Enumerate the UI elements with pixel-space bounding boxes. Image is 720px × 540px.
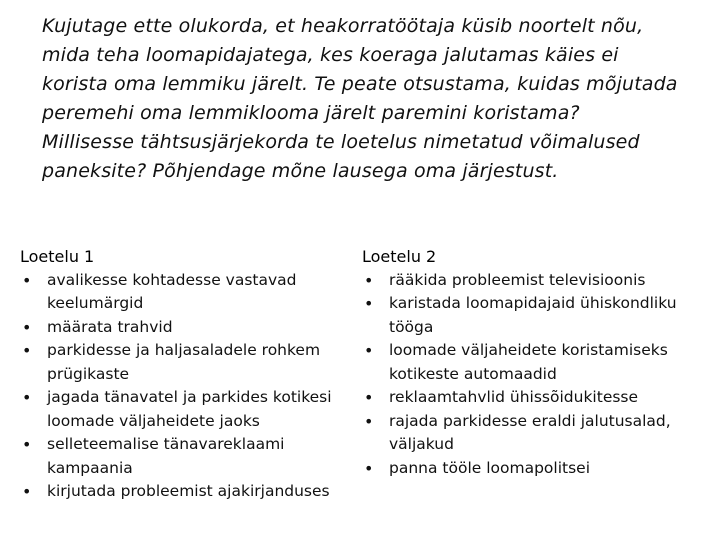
list-item bbox=[20, 269, 350, 316]
bullet-icon: • bbox=[364, 458, 374, 478]
list-item bbox=[362, 269, 702, 293]
list-1-items bbox=[20, 269, 350, 504]
list-item-text: karistada loomapidajaid ühiskondliku tööga bbox=[389, 294, 677, 336]
list-item-text: avalikesse kohtadesse vastavad keelumärgid bbox=[47, 270, 297, 312]
list-item bbox=[20, 480, 350, 504]
list-2-items bbox=[362, 269, 702, 481]
bullet-icon: • bbox=[364, 411, 374, 431]
bullet-icon: • bbox=[22, 270, 32, 290]
list-item bbox=[362, 292, 702, 339]
bullet-icon: • bbox=[364, 341, 374, 360]
list-1-title: Loetelu 1 bbox=[20, 247, 95, 266]
task-paragraph-2: Millisesse tähtsusjärjekorda te loetelus nimetatud võimalused paneksite? Põhjendage mõne lausega oma järjestust. bbox=[42, 131, 640, 182]
list-item-text: parkidesse ja haljasaladele rohkem prügikaste bbox=[47, 341, 321, 383]
list-item bbox=[20, 316, 350, 340]
list-item-text: kirjutada probleemist ajakirjanduses bbox=[47, 482, 330, 500]
task-description bbox=[42, 12, 682, 186]
list-item bbox=[20, 386, 350, 433]
bullet-icon: • bbox=[364, 388, 374, 407]
bullet-icon: • bbox=[22, 435, 32, 454]
list-item bbox=[362, 386, 702, 410]
list-item-text: reklaamtahvlid ühissõidukitesse bbox=[389, 388, 639, 406]
bullet-icon: • bbox=[364, 294, 374, 313]
bullet-icon: • bbox=[22, 388, 32, 407]
list-item bbox=[20, 433, 350, 480]
bullet-icon: • bbox=[364, 270, 374, 290]
list-item-text: panna tööle loomapolitsei bbox=[389, 458, 591, 477]
list-1 bbox=[20, 245, 350, 504]
list-item bbox=[362, 410, 702, 457]
list-item-text: määrata trahvid bbox=[47, 317, 173, 336]
list-item-text: rajada parkidesse eraldi jalutusalad, väljakud bbox=[389, 411, 671, 453]
list-item-text: loomade väljaheidete koristamiseks kotikeste automaadid bbox=[389, 341, 668, 383]
list-2 bbox=[362, 245, 702, 480]
list-item bbox=[362, 339, 702, 386]
bullet-icon: • bbox=[22, 482, 32, 501]
list-2-title: Loetelu 2 bbox=[362, 247, 437, 266]
list-item-text: jagada tänavatel ja parkides kotikesi loomade väljaheidete jaoks bbox=[47, 388, 332, 430]
bullet-icon: • bbox=[22, 317, 32, 337]
task-paragraph-1: Kujutage ette olukorda, et heakorratöötaja küsib noortelt nõu, mida teha loomapidajatega, kes koeraga jalutamas käies ei korista oma lemmiku järelt. Te peate otsustama, kuidas mõjutada peremehi oma lemmiklooma järelt paremini koristama? bbox=[42, 15, 678, 124]
list-item-text: selleteemalise tänavareklaami kampaania bbox=[47, 435, 285, 477]
list-item-text: rääkida probleemist televisioonis bbox=[389, 270, 646, 289]
list-item bbox=[20, 339, 350, 386]
list-item bbox=[362, 457, 702, 481]
bullet-icon: • bbox=[22, 341, 32, 360]
